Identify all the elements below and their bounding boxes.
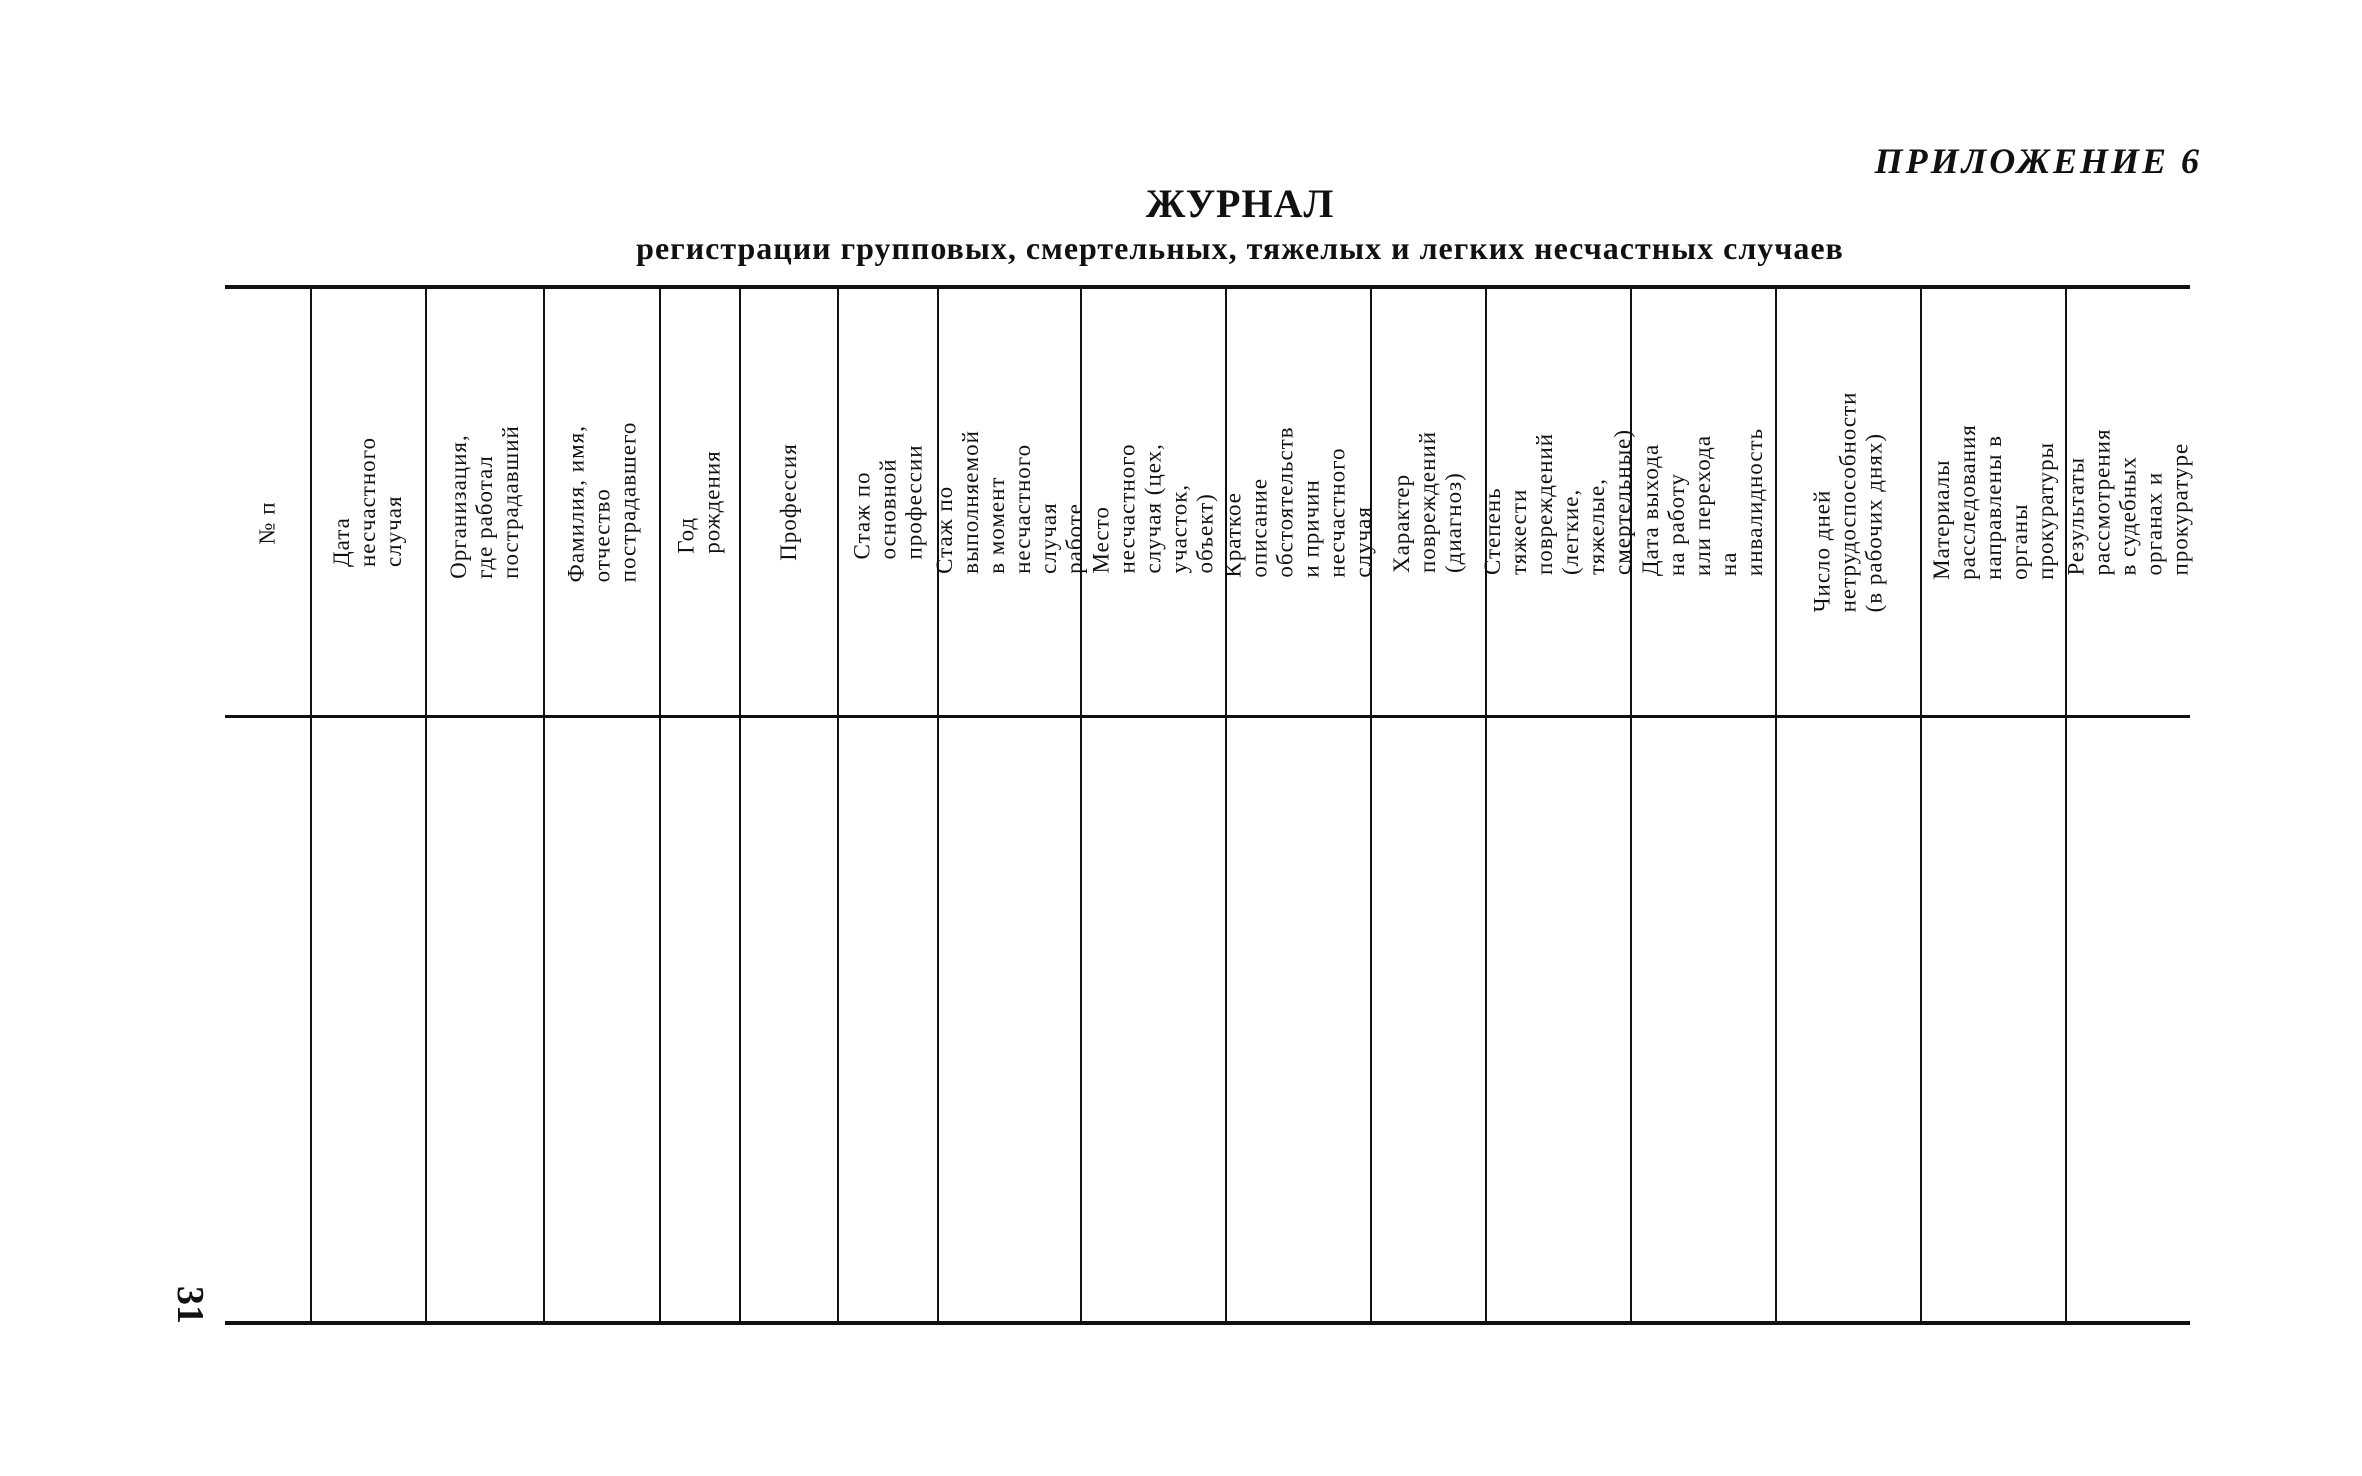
- journal-subtitle: регистрации групповых, смертельных, тяжелых и легких несчастных случаев: [636, 230, 1844, 266]
- table-cell: [545, 718, 659, 1321]
- column-header: Материалы расследования направлены в органы прокуратуры: [1928, 424, 2058, 580]
- column-organization: [425, 289, 543, 1321]
- table-bottom-rule: [225, 1321, 2190, 1325]
- column-header: Результаты рассмотрения в судебных органах и прокуратуре: [2063, 428, 2193, 576]
- table-cell: [1487, 718, 1630, 1321]
- table-cell: [939, 718, 1080, 1321]
- table-cell: [1082, 718, 1225, 1321]
- table-cell: [1922, 718, 2065, 1321]
- page-number: 31: [169, 1286, 211, 1324]
- column-disability-days: [1775, 289, 1920, 1321]
- column-header: Степень тяжести повреждений (легкие, тяжелые, смертельные): [1480, 428, 1636, 576]
- journal-table: [225, 285, 2193, 1325]
- column-accident-place: [1080, 289, 1225, 1321]
- table-cell: [225, 718, 310, 1321]
- column-injury-severity: [1480, 289, 1636, 1321]
- table-cell: [2067, 718, 2190, 1321]
- column-main-experience: [837, 289, 937, 1321]
- column-header: Стаж по основной профессии: [849, 444, 927, 560]
- table-cell: [1227, 718, 1370, 1321]
- column-header: Краткое описание обстоятельств и причин несчастного случая: [1220, 426, 1376, 578]
- table-cell: [1777, 718, 1920, 1321]
- journal-title: ЖУРНАЛ: [1145, 181, 1335, 226]
- column-header: № п: [254, 501, 280, 545]
- table-cell: [1632, 718, 1775, 1321]
- column-work-experience: [931, 289, 1087, 1321]
- column-injury-character: [1370, 289, 1485, 1321]
- table-cell: [839, 718, 937, 1321]
- table-cell: [427, 718, 543, 1321]
- column-header: Стаж по выполняемой в момент несчастного случая работе: [931, 430, 1087, 574]
- column-profession: [739, 289, 837, 1321]
- column-return-date: [1630, 289, 1775, 1321]
- column-header: Фамилия, имя, отчество пострадавшего: [563, 421, 640, 583]
- column-header: Число дней нетрудоспособности (в рабочих днях): [1809, 391, 1887, 613]
- table-cell: [1372, 718, 1485, 1321]
- column-header: Профессия: [776, 443, 802, 561]
- appendix-label: ПРИЛОЖЕНИЕ 6: [1874, 141, 2202, 181]
- column-birth-year: [659, 289, 739, 1321]
- column-full-name: [543, 289, 659, 1321]
- column-review-results: [2063, 289, 2193, 1321]
- column-accident-date: [310, 289, 425, 1321]
- column-header: Характер повреждений (диагноз): [1389, 430, 1467, 574]
- column-header: Дата выхода на работу или перехода на инвалидность: [1638, 427, 1768, 577]
- column-header: Год рождения: [674, 450, 726, 554]
- column-description: [1220, 289, 1376, 1321]
- column-materials-sent: [1920, 289, 2065, 1321]
- column-header: Дата несчастного случая: [329, 436, 407, 568]
- column-header: Организация, где работал пострадавший: [446, 425, 524, 579]
- table-cell: [741, 718, 837, 1321]
- column-header: Место несчастного случая (цех, участок, объект): [1088, 443, 1218, 574]
- table-cell: [312, 718, 425, 1321]
- column-number: [225, 289, 310, 1321]
- table-cell: [661, 718, 739, 1321]
